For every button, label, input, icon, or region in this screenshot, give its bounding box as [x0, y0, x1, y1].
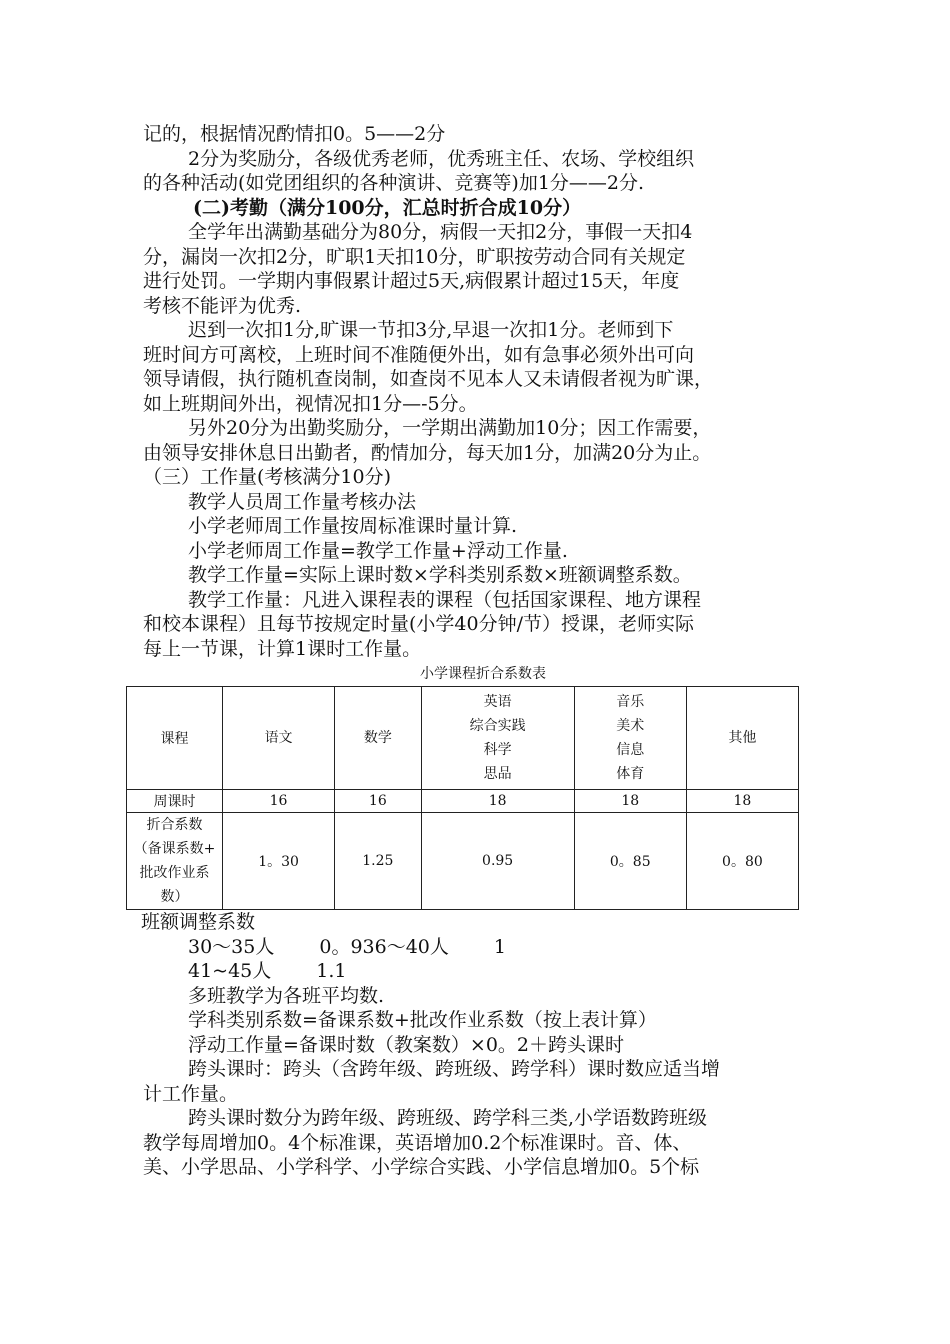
text-line: 领导请假，执行随机查岗制，如查岗不见本人又未请假者视为旷课， [143, 368, 714, 390]
text-line: 进行处罚。一学期内事假累计超过5天,病假累计超过15天，年度 [143, 270, 680, 292]
hours-cell: 18 [574, 790, 686, 813]
header-line: 思品 [483, 766, 512, 782]
text-line: 考核不能评为优秀. [143, 294, 302, 317]
header-line: 科学 [483, 742, 512, 758]
coef-cell: 0.95 [421, 813, 574, 910]
intro-paragraphs [143, 122, 823, 196]
class-size-range-2: 0。936～40人 [319, 935, 449, 958]
text-line: 由领导安排休息日出勤者，酌情加分，每天加1分，加满20分为止。 [143, 441, 712, 464]
text-line: 跨头课时数分为跨年级、跨班级、跨学科三类,小学语数跨班级 [188, 1107, 708, 1129]
bottom-paragraphs [143, 984, 823, 1180]
text-line: 教学工作量：凡进入课程表的课程（包括国家课程、地方课程 [188, 588, 702, 611]
text-line: 计工作量。 [143, 1082, 239, 1105]
text-line: 跨头课时：跨头（含跨年级、跨班级、跨学科）课时数应适当增 [188, 1058, 721, 1080]
workload-paragraphs [143, 490, 823, 662]
header-line: 综合实践 [469, 718, 526, 734]
coef-cell: 0。85 [574, 813, 686, 910]
coefficient-table [126, 686, 799, 910]
text-line: 小学老师周工作量=教学工作量+浮动工作量. [188, 539, 568, 562]
section-heading-workload: （三）工作量(考核满分10分) [143, 466, 392, 488]
header-line: 数学 [363, 730, 392, 746]
header-line: 音乐 [616, 694, 645, 710]
header-line: 语文 [264, 730, 293, 746]
coef-cell: 1。30 [223, 813, 335, 910]
text-line: 分，漏岗一次扣2分，旷职1天扣10分，旷职按劳动合同有关规定 [143, 245, 686, 268]
text-line: 全学年出满勤基础分为80分，病假一天扣2分，事假一天扣4 [188, 221, 693, 243]
text-line: 美、小学思品、小学科学、小学综合实践、小学信息增加0。5个标 [143, 1156, 700, 1178]
header-cell-col5 [686, 687, 798, 790]
header-line: 美术 [616, 718, 645, 734]
coef-label-line: 折合系数 [146, 817, 203, 833]
hours-cell: 18 [686, 790, 798, 813]
header-cell-col3 [421, 687, 574, 790]
text-line: 另外20分为出勤奖励分，一学期出满勤加10分；因工作需要， [188, 417, 712, 439]
class-size-range-3: 41~45人 [188, 960, 272, 982]
text-line: 如上班期间外出，视情况扣1分—-5分。 [143, 392, 478, 415]
class-size-value-2: 1.1 [316, 960, 347, 982]
document-page [133, 122, 823, 1180]
text-line: 浮动工作量=备课时数（教案数）×0。2＋跨头课时 [188, 1033, 625, 1056]
header-cell-col4 [574, 687, 686, 790]
hours-cell: 16 [335, 790, 421, 813]
section-heading-attendance: (二)考勤（满分100分，汇总时折合成10分） [193, 196, 582, 219]
table-row-coefficient [127, 813, 799, 910]
class-size-range-1: 30～35人 [188, 935, 275, 958]
text-line: 小学老师周工作量按周标准课时量计算. [188, 515, 518, 537]
text-line: 记的，根据情况酌情扣0。5——2分 [143, 123, 446, 145]
header-line: 体育 [616, 766, 645, 782]
header-cell-col1 [223, 687, 335, 790]
table-header-row [127, 687, 799, 790]
class-size-value-1: 1 [493, 935, 506, 958]
text-line: 多班教学为各班平均数. [188, 984, 385, 1007]
header-line: 信息 [616, 742, 645, 758]
text-line: 每上一节课，计算1课时工作量。 [143, 637, 422, 660]
text-line: 学科类别系数=备课系数+批改作业系数（按上表计算） [188, 1009, 657, 1031]
header-cell-col2 [335, 687, 421, 790]
coef-label-line: 数） [160, 889, 189, 905]
coef-cell: 1.25 [335, 813, 421, 910]
header-line: 英语 [483, 694, 512, 710]
coef-cell: 0。80 [686, 813, 798, 910]
table-caption: 小学课程折合系数表 [420, 666, 546, 682]
coef-label-line: （备课系数+ [133, 841, 216, 857]
text-line: 的各种活动(如党团组织的各种演讲、竞赛等)加1分——2分. [143, 172, 645, 194]
row-label-coefficient [127, 813, 223, 910]
text-line: 教学工作量=实际上课时数×学科类别系数×班额调整系数。 [188, 564, 692, 586]
table-row-hours [127, 790, 799, 813]
text-line: 班时间方可离校，上班时间不准随便外出，如有急事必须外出可向 [143, 343, 695, 366]
text-line: 教学每周增加0。4个标准课，英语增加0.2个标准课时。音、体、 [143, 1131, 692, 1154]
text-line: 教学人员周工作量考核办法 [188, 490, 417, 513]
coef-label-line: 批改作业系 [139, 865, 210, 881]
class-size-line-1 [143, 935, 823, 960]
row-label-hours: 周课时 [127, 790, 223, 813]
header-line: 其他 [728, 730, 757, 746]
text-line: 迟到一次扣1分,旷课一节扣3分,早退一次扣1分。老师到下 [188, 319, 674, 341]
text-line: 和校本课程）且每节按规定时量(小学40分钟/节）授课，老师实际 [143, 613, 694, 635]
hours-cell: 16 [223, 790, 335, 813]
hours-cell: 18 [421, 790, 574, 813]
class-size-line-2 [143, 959, 823, 984]
attendance-paragraphs [143, 220, 823, 465]
text-line: 2分为奖励分，各级优秀老师，优秀班主任、农场、学校组织 [188, 147, 695, 170]
class-size-heading: 班额调整系数 [141, 911, 256, 933]
header-cell-course: 课程 [127, 687, 223, 790]
